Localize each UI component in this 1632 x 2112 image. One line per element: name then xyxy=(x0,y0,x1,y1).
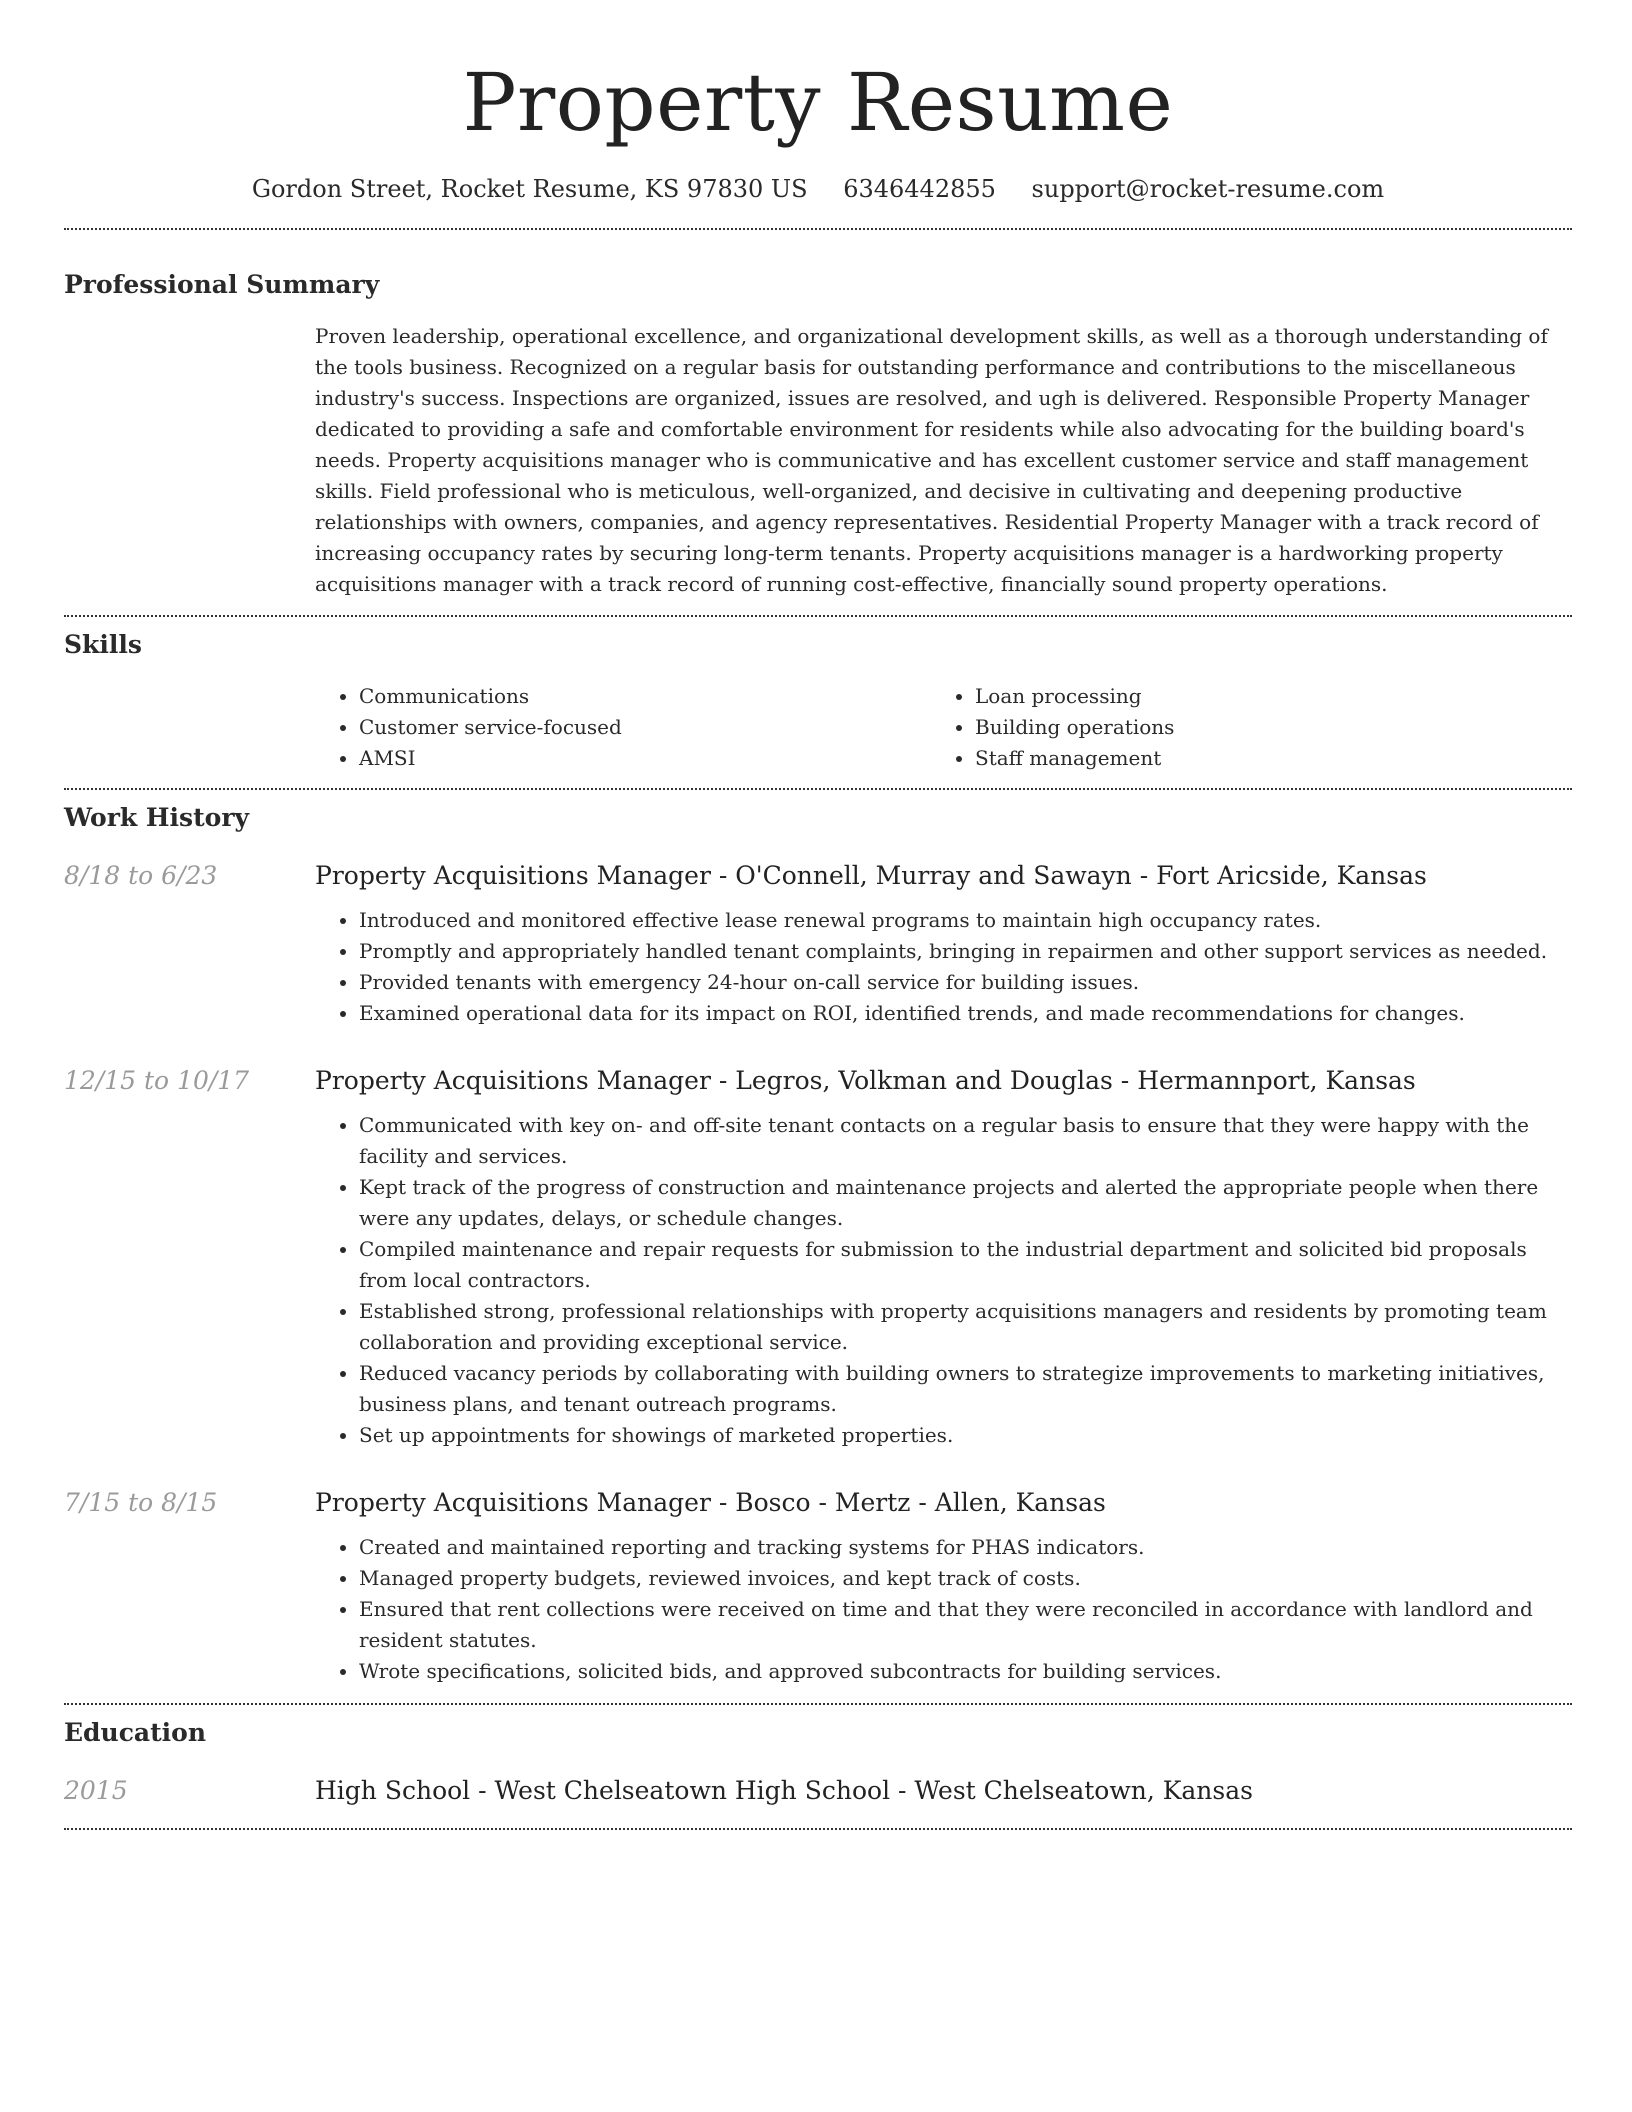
skills-list xyxy=(315,681,1572,774)
skill-item: • Customer service-focused xyxy=(359,712,931,743)
resume-title: Property Resume xyxy=(462,56,1174,149)
job-entry xyxy=(64,1486,1572,1687)
job-bullet: • Managed property budgets, reviewed invoices, and kept track of costs. xyxy=(359,1563,1572,1594)
job-entry xyxy=(64,859,1572,1029)
contact-address: Gordon Street, Rocket Resume, KS 97830 US xyxy=(251,175,808,203)
job-bullets xyxy=(315,1532,1572,1687)
education-entry xyxy=(64,1774,1572,1808)
job-title: Property Acquisitions Manager - Bosco - Mertz - Allen, Kansas xyxy=(315,1488,1106,1517)
job-bullet: • Introduced and monitored effective lease renewal programs to maintain high occupancy rates. xyxy=(359,905,1572,936)
skill-item: • AMSI xyxy=(359,743,931,774)
education-title: High School - West Chelseatown High School - West Chelseatown, Kansas xyxy=(315,1776,1253,1805)
job-bullet: • Compiled maintenance and repair requests for submission to the industrial department and solicited bid proposals from local contractors. xyxy=(359,1234,1572,1296)
resume-page xyxy=(64,0,1572,1830)
skills-column-right xyxy=(931,681,1547,774)
skill-item: • Loan processing xyxy=(975,681,1547,712)
job-entry xyxy=(64,1064,1572,1451)
contact-email: support@rocket-resume.com xyxy=(1031,175,1385,203)
job-bullet: • Reduced vacancy periods by collaborating with building owners to strategize improvements to marketing initiatives, business plans, and tenant outreach programs. xyxy=(359,1358,1572,1420)
job-dates: 12/15 to 10/17 xyxy=(64,1066,250,1095)
education-section xyxy=(64,1705,1572,1808)
job-bullets xyxy=(315,1110,1572,1451)
summary-text: Proven leadership, operational excellence, and organizational development skills, as well as a thorough understanding of the tools business. Recognized on a regular basis for outstanding performance and contributions to the miscellaneous industry's success. Inspections are organized, issues are resolved, and ugh is delivered. Responsible Property Manager dedicated to providing a safe and comfortable environment for residents while also advocating for the building board's needs. Property acquisitions manager who is communicative and has excellent customer service and staff management skills. Field professional who is meticulous, well-organized, and decisive in cultivating and deepening productive relationships with owners, companies, and agency representatives. Residential Property Manager with a track record of increasing occupancy rates by securing long-term tenants. Property acquisitions manager is a hardworking property acquisitions manager with a track record of running cost-effective, financially sound property operations. xyxy=(315,324,1548,596)
job-bullet: • Set up appointments for showings of marketed properties. xyxy=(359,1420,1572,1451)
skill-item: • Staff management xyxy=(975,743,1547,774)
summary-heading: Professional Summary xyxy=(64,270,380,299)
summary-section xyxy=(64,230,1572,600)
skills-section xyxy=(64,617,1572,774)
job-title: Property Acquisitions Manager - O'Connell, Murray and Sawayn - Fort Aricside, Kansas xyxy=(315,861,1427,890)
education-heading: Education xyxy=(64,1718,207,1747)
job-bullet: • Provided tenants with emergency 24-hour on-call service for building issues. xyxy=(359,967,1572,998)
contact-line xyxy=(64,172,1572,206)
work-section xyxy=(64,790,1572,1687)
divider xyxy=(64,1828,1572,1830)
skills-column-left xyxy=(315,681,931,774)
job-bullet: • Ensured that rent collections were received on time and that they were reconciled in accordance with landlord and resident statutes. xyxy=(359,1594,1572,1656)
job-bullet: • Communicated with key on- and off-site tenant contacts on a regular basis to ensure that they were happy with the facility and services. xyxy=(359,1110,1572,1172)
job-bullet: • Kept track of the progress of construction and maintenance projects and alerted the appropriate people when there were any updates, delays, or schedule changes. xyxy=(359,1172,1572,1234)
work-heading: Work History xyxy=(64,803,250,832)
skill-item: • Communications xyxy=(359,681,931,712)
skill-item: • Building operations xyxy=(975,712,1547,743)
summary-body xyxy=(315,321,1572,600)
contact-phone: 6346442855 xyxy=(843,175,996,203)
job-bullet: • Examined operational data for its impact on ROI, identified trends, and made recommendations for changes. xyxy=(359,998,1572,1029)
skills-heading: Skills xyxy=(64,630,142,659)
job-dates: 8/18 to 6/23 xyxy=(64,861,218,890)
education-year: 2015 xyxy=(64,1776,128,1805)
job-bullet: • Established strong, professional relationships with property acquisitions managers and residents by promoting team collaboration and providing exceptional service. xyxy=(359,1296,1572,1358)
job-bullets xyxy=(315,905,1572,1029)
job-bullet: • Promptly and appropriately handled tenant complaints, bringing in repairmen and other support services as needed. xyxy=(359,936,1572,967)
job-bullet: • Created and maintained reporting and tracking systems for PHAS indicators. xyxy=(359,1532,1572,1563)
job-title: Property Acquisitions Manager - Legros, Volkman and Douglas - Hermannport, Kansas xyxy=(315,1066,1416,1095)
job-dates: 7/15 to 8/15 xyxy=(64,1488,218,1517)
job-bullet: • Wrote specifications, solicited bids, and approved subcontracts for building services. xyxy=(359,1656,1572,1687)
